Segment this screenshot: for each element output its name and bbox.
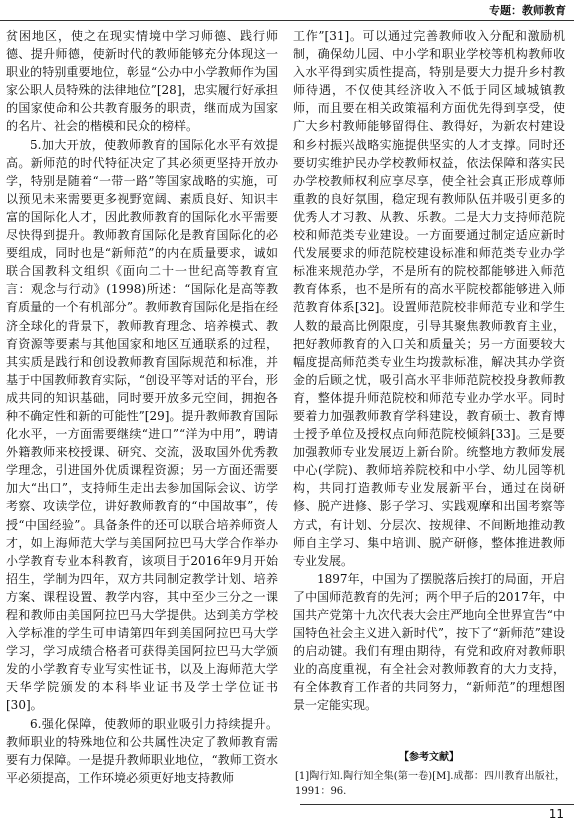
reference-item: [1]陶行知.陶行知全集(第一卷)[M].成都：四川教育出版社，1991：96. (295, 770, 565, 797)
left-column (6, 27, 278, 787)
paragraph: 6.强化保障，使教师的职业吸引力持续提升。教师职业的特殊地位和公共属性决定了教师教育需要有力保障。一是提升教师职业地位，“教师工资水平必须提高，工作环境必须更好地支持教师 (6, 716, 278, 785)
paragraph: 1897年，中国为了摆脱落后挨打的局面，开启了中国师范教育的先河；两个甲子后的2017年，中国共产党第十九次代表大会庄严地向全世界宣告“中国特色社会主义进入新时代”，按下了“新师范”建设的启动键。我们有理由期待，有党和政府对教师职业的高度重视，有全社会对教师教育的大力支持，有全体教育工作者的共同努力，“新师范”的理想图景一定能实现。 (293, 571, 565, 713)
footer-rule (300, 804, 574, 805)
references-heading: 【参考文献】 (399, 751, 459, 763)
page-number: 11 (548, 807, 564, 821)
header-rule (0, 20, 574, 21)
paragraph: 贫困地区，使之在现实情境中学习师德、践行师德、提升师德，使新时代的教师能够充分体现这一职业的特别重要地位，彰显“公办中小学教师作为国家公职人员特殊的法律地位”[28]，忠实履行好承担的国家使命和公共教育服务的职责，继而成为国家的名片、社会的楷模和民众的榜样。 (6, 29, 278, 134)
paragraph: 工作”[31]。可以通过完善教师收入分配和激励机制，确保幼儿园、中小学和职业学校等机构教师收入水平得到实质性提高，特别是要大力提升乡村教师待遇，不仅使其经济收入不低于同区域城镇教师，而且要在相关政策福利方面优先得到享受，使广大乡村教师能够留得住、教得好，为新农村建设和乡村振兴战略实施提供坚实的人才支撑。同时还要切实维护民办学校教师权益，依法保障和落实民办学校教师权利应享尽享，使全社会真正形成尊师重教的良好氛围，稳定现有教师队伍并吸引更多的优秀人才习教、从教、乐教。二是大力支持师范院校和师范类专业建设。一方面要通过制定适应新时代发展要求的师范院校建设标准和师范类专业办学标准来规范办学，不是所有的院校都能够进入师范教育体系，也不是所有的高水平院校都能够进入师范教育体系[32]。设置师范院校非师范专业和学生人数的最高比例限度，引导其聚焦教师教育主业，把好教师教育的入口关和质量关；另一方面要较大幅度提高师范类专业生均拨款标准，解决其办学资金的后顾之忧，吸引高水平非师范院校投身教师教育，整体提升师范院校和师范专业办学水平。同时要着力加强教师教育学科建设，教育硕士、教育博士授予单位及授权点向师范院校倾斜[33]。三是要加强教师专业发展迈上新台阶。统整地方教师发展中心(学院)、教师培养院校和中小学、幼儿园等机构，共同打造教师专业发展新平台，通过在岗研修、脱产进修、影子学习、实践观摩和出国考察等方式，有计划、分层次、按规律、不间断地推动教师自主学习、集中培训、脱产研修，整体推进教师专业发展。 (293, 29, 565, 568)
running-header: 专题：教师教育 (489, 4, 566, 17)
right-column (293, 27, 565, 799)
paragraph: 5.加大开放，使教师教育的国际化水平有效提高。新师范的时代特征决定了其必须更坚持开放办学，特别是随着“一带一路”等国家战略的实施，可以预见未来需要更多视野宽阔、素质良好、知识丰富的国际化人才，因此教师教育的国际化水平需要尽快得到提升。教师教育国际化是教育国际化的必要组成，同时也是“新师范”的内在质量要求，诚如联合国教科文组织《面向二十一世纪高等教育宣言：观念与行动》(1998)所述：“国际化是高等教育质量的一个有机部分”。教师教育国际化是指在经济全球化的背景下，教师教育理念、培养模式、教育资源等要素与其他国家和地区互通联系的过程，其实质是践行和创设教师教育国际规范和标准，并基于中国教师教育实际，“创设平等对话的平台，形成共同的知识基础，同时要开放多元空间，拥抱各种不确定性和新的可能性”[29]。提升教师教育国际化水平，一方面需要继续“进口”“洋为中用”，聘请外籍教师来校授课、研究、交流，汲取国外优秀教学理念，引进国外优质课程资源；另一方面还需要加大“出口”，支持师生走出去参加国际会议、访学考察、攻读学位，讲好教师教育的“中国故事”，传授“中国经验”。具备条件的还可以联合培养师资人才，如上海师范大学与美国阿拉巴马大学合作举办小学教育专业本科教育，该项目于2016年9月开始招生，学制为四年，双方共同制定教学计划、培养方案、课程设置、教学内容，其中至少三分之一课程和教师由美国阿拉巴马大学提供。达到美方学校入学标准的学生可申请第四年到美国阿拉巴马大学学习，学习成绩合格者可获得美国阿拉巴马大学颁发的小学教育专业写实性证书，以及上海师范大学天华学院颁发的本科毕业证书及学士学位证书[30]。 (6, 137, 278, 713)
